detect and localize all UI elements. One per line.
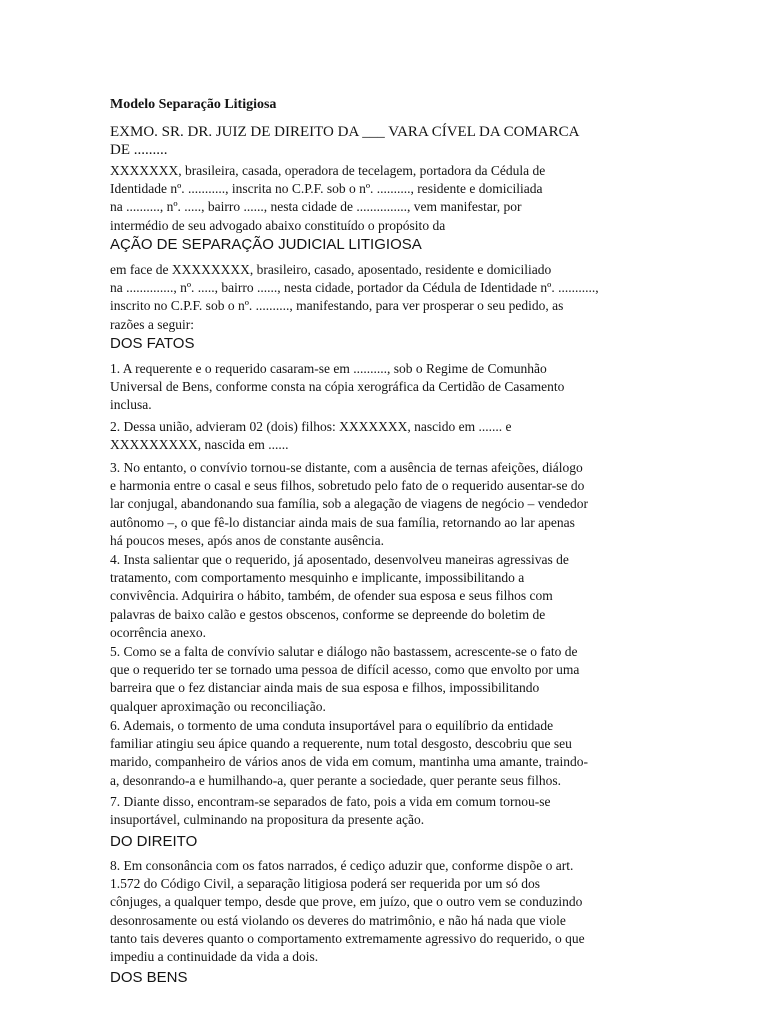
- text-line: insuportável, culminando na propositura da presente ação.: [110, 812, 425, 828]
- text-line: autônomo –, o que fê-lo distanciar ainda mais de sua família, retornando ao lar apenas: [110, 514, 575, 530]
- text-line: razões a seguir:: [110, 316, 194, 332]
- text-line: 7. Diante disso, encontram-se separados de fato, pois a vida em comum tornou-se: [110, 794, 551, 809]
- text-line: na .............., nº. ....., bairro ......, nesta cidade, portador da Cédula de Identidade nº. ...........,: [110, 280, 599, 296]
- text-line: marido, companheiro de vários anos de vida em comum, mantinha uma amante, traindo-: [110, 754, 588, 770]
- text-line: convivência. Adquirira o hábito, também, de ofender sua esposa e seus filhos com: [110, 588, 553, 604]
- fact-paragraph-5: [110, 643, 670, 716]
- text-line: desonrosamente ou está violando os deveres do matrimônio, e não há nada que viole: [110, 912, 566, 928]
- text-line: lar conjugal, abandonando sua família, sob a alegação de viagens de negócio – vendedor: [110, 496, 588, 512]
- fact-paragraph-2: [110, 418, 670, 454]
- text-line: há poucos meses, após anos de constante ausência.: [110, 532, 385, 548]
- text-line: 1. A requerente e o requerido casaram-se em .........., sob o Regime de Comunhão: [110, 361, 547, 376]
- address-line: EXMO. SR. DR. JUIZ DE DIREITO DA ___ VARA CÍVEL DA COMARCA: [110, 124, 580, 140]
- plaintiff-paragraph: [110, 162, 670, 235]
- law-heading: DO DIREITO: [110, 833, 198, 850]
- text-line: a, desonrando-a e humilhando-a, quer perante a sociedade, quer perante seus filhos.: [110, 772, 561, 788]
- text-line: ocorrência anexo.: [110, 624, 206, 640]
- fact-paragraph-1: [110, 360, 670, 415]
- text-line: palavras de baixo calão e gestos obscenos, conforme se depreende do boletim de: [110, 606, 546, 622]
- fact-paragraph-6: [110, 717, 670, 790]
- text-line: barreira que o fez distanciar ainda mais de sua esposa e filhos, impossibilitando: [110, 680, 540, 696]
- text-line: 4. Insta salientar que o requerido, já aposentado, desenvolveu maneiras agressivas de: [110, 552, 569, 567]
- text-line: 5. Como se a falta de convívio salutar e diálogo não bastassem, acrescente-se o fato de: [110, 644, 578, 659]
- text-line: 1.572 do Código Civil, a separação litigiosa poderá ser requerida por um só dos: [110, 876, 541, 892]
- text-line: 2. Dessa união, advieram 02 (dois) filhos: XXXXXXX, nascido em ....... e: [110, 419, 512, 434]
- text-line: Universal de Bens, conforme consta na cópia xerográfica da Certidão de Casamento: [110, 379, 565, 395]
- defendant-paragraph: [110, 261, 670, 334]
- text-line: XXXXXXX, brasileira, casada, operadora de tecelagem, portadora da Cédula de: [110, 163, 546, 178]
- text-line: XXXXXXXXX, nascida em ......: [110, 437, 289, 453]
- text-line: impediu a continuidade da vida a dois.: [110, 949, 319, 965]
- law-paragraph-8: [110, 857, 670, 966]
- text-line: qualquer aproximação ou reconciliação.: [110, 698, 326, 714]
- text-line: familiar atingiu seu ápice quando a requerente, num total desgosto, descobriu que seu: [110, 736, 572, 752]
- fact-paragraph-3: [110, 459, 670, 550]
- text-line: em face de XXXXXXXX, brasileiro, casado, aposentado, residente e domiciliado: [110, 262, 552, 277]
- fact-paragraph-7: [110, 793, 670, 829]
- text-line: 3. No entanto, o convívio tornou-se distante, com a ausência de ternas afeições, diálogo: [110, 460, 583, 475]
- text-line: Identidade nº. ..........., inscrita no C.P.F. sob o nº. .........., residente e domiciliada: [110, 181, 543, 197]
- text-line: e harmonia entre o casal e seus filhos, sobretudo pelo fato de o requerido ausentar-se do: [110, 478, 585, 494]
- text-line: que o requerido ter se tornado uma pessoa de difícil acesso, como que envolto por uma: [110, 662, 580, 678]
- text-line: inclusa.: [110, 397, 152, 413]
- action-title: AÇÃO DE SEPARAÇÃO JUDICIAL LITIGIOSA: [110, 236, 422, 253]
- text-line: intermédio de seu advogado abaixo constituído o propósito da: [110, 217, 446, 233]
- document-title: Modelo Separação Litigiosa: [110, 97, 277, 112]
- text-line: 6. Ademais, o tormento de uma conduta insuportável para o equilíbrio da entidade: [110, 718, 554, 733]
- text-line: tanto tais deveres quanto o comportamento extremamente agressivo do requerido, o que: [110, 930, 585, 946]
- text-line: na .........., nº. ....., bairro ......, nesta cidade de ..............., vem manifestar, por: [110, 199, 522, 215]
- address-line: DE .........: [110, 142, 168, 158]
- assets-heading: DOS BENS: [110, 969, 188, 986]
- text-line: tratamento, com comportamento mesquinho e implicante, impossibilitando a: [110, 570, 525, 586]
- fact-paragraph-4: [110, 551, 670, 642]
- court-address: [110, 123, 670, 159]
- facts-heading: DOS FATOS: [110, 335, 195, 352]
- text-line: 8. Em consonância com os fatos narrados, é cediço aduzir que, conforme dispõe o art.: [110, 858, 574, 873]
- text-line: inscrito no C.P.F. sob o nº. .........., manifestando, para ver prosperar o seu pedido, as: [110, 298, 564, 314]
- text-line: cônjuges, a qualquer tempo, desde que prove, em juízo, que o outro vem se conduzindo: [110, 894, 583, 910]
